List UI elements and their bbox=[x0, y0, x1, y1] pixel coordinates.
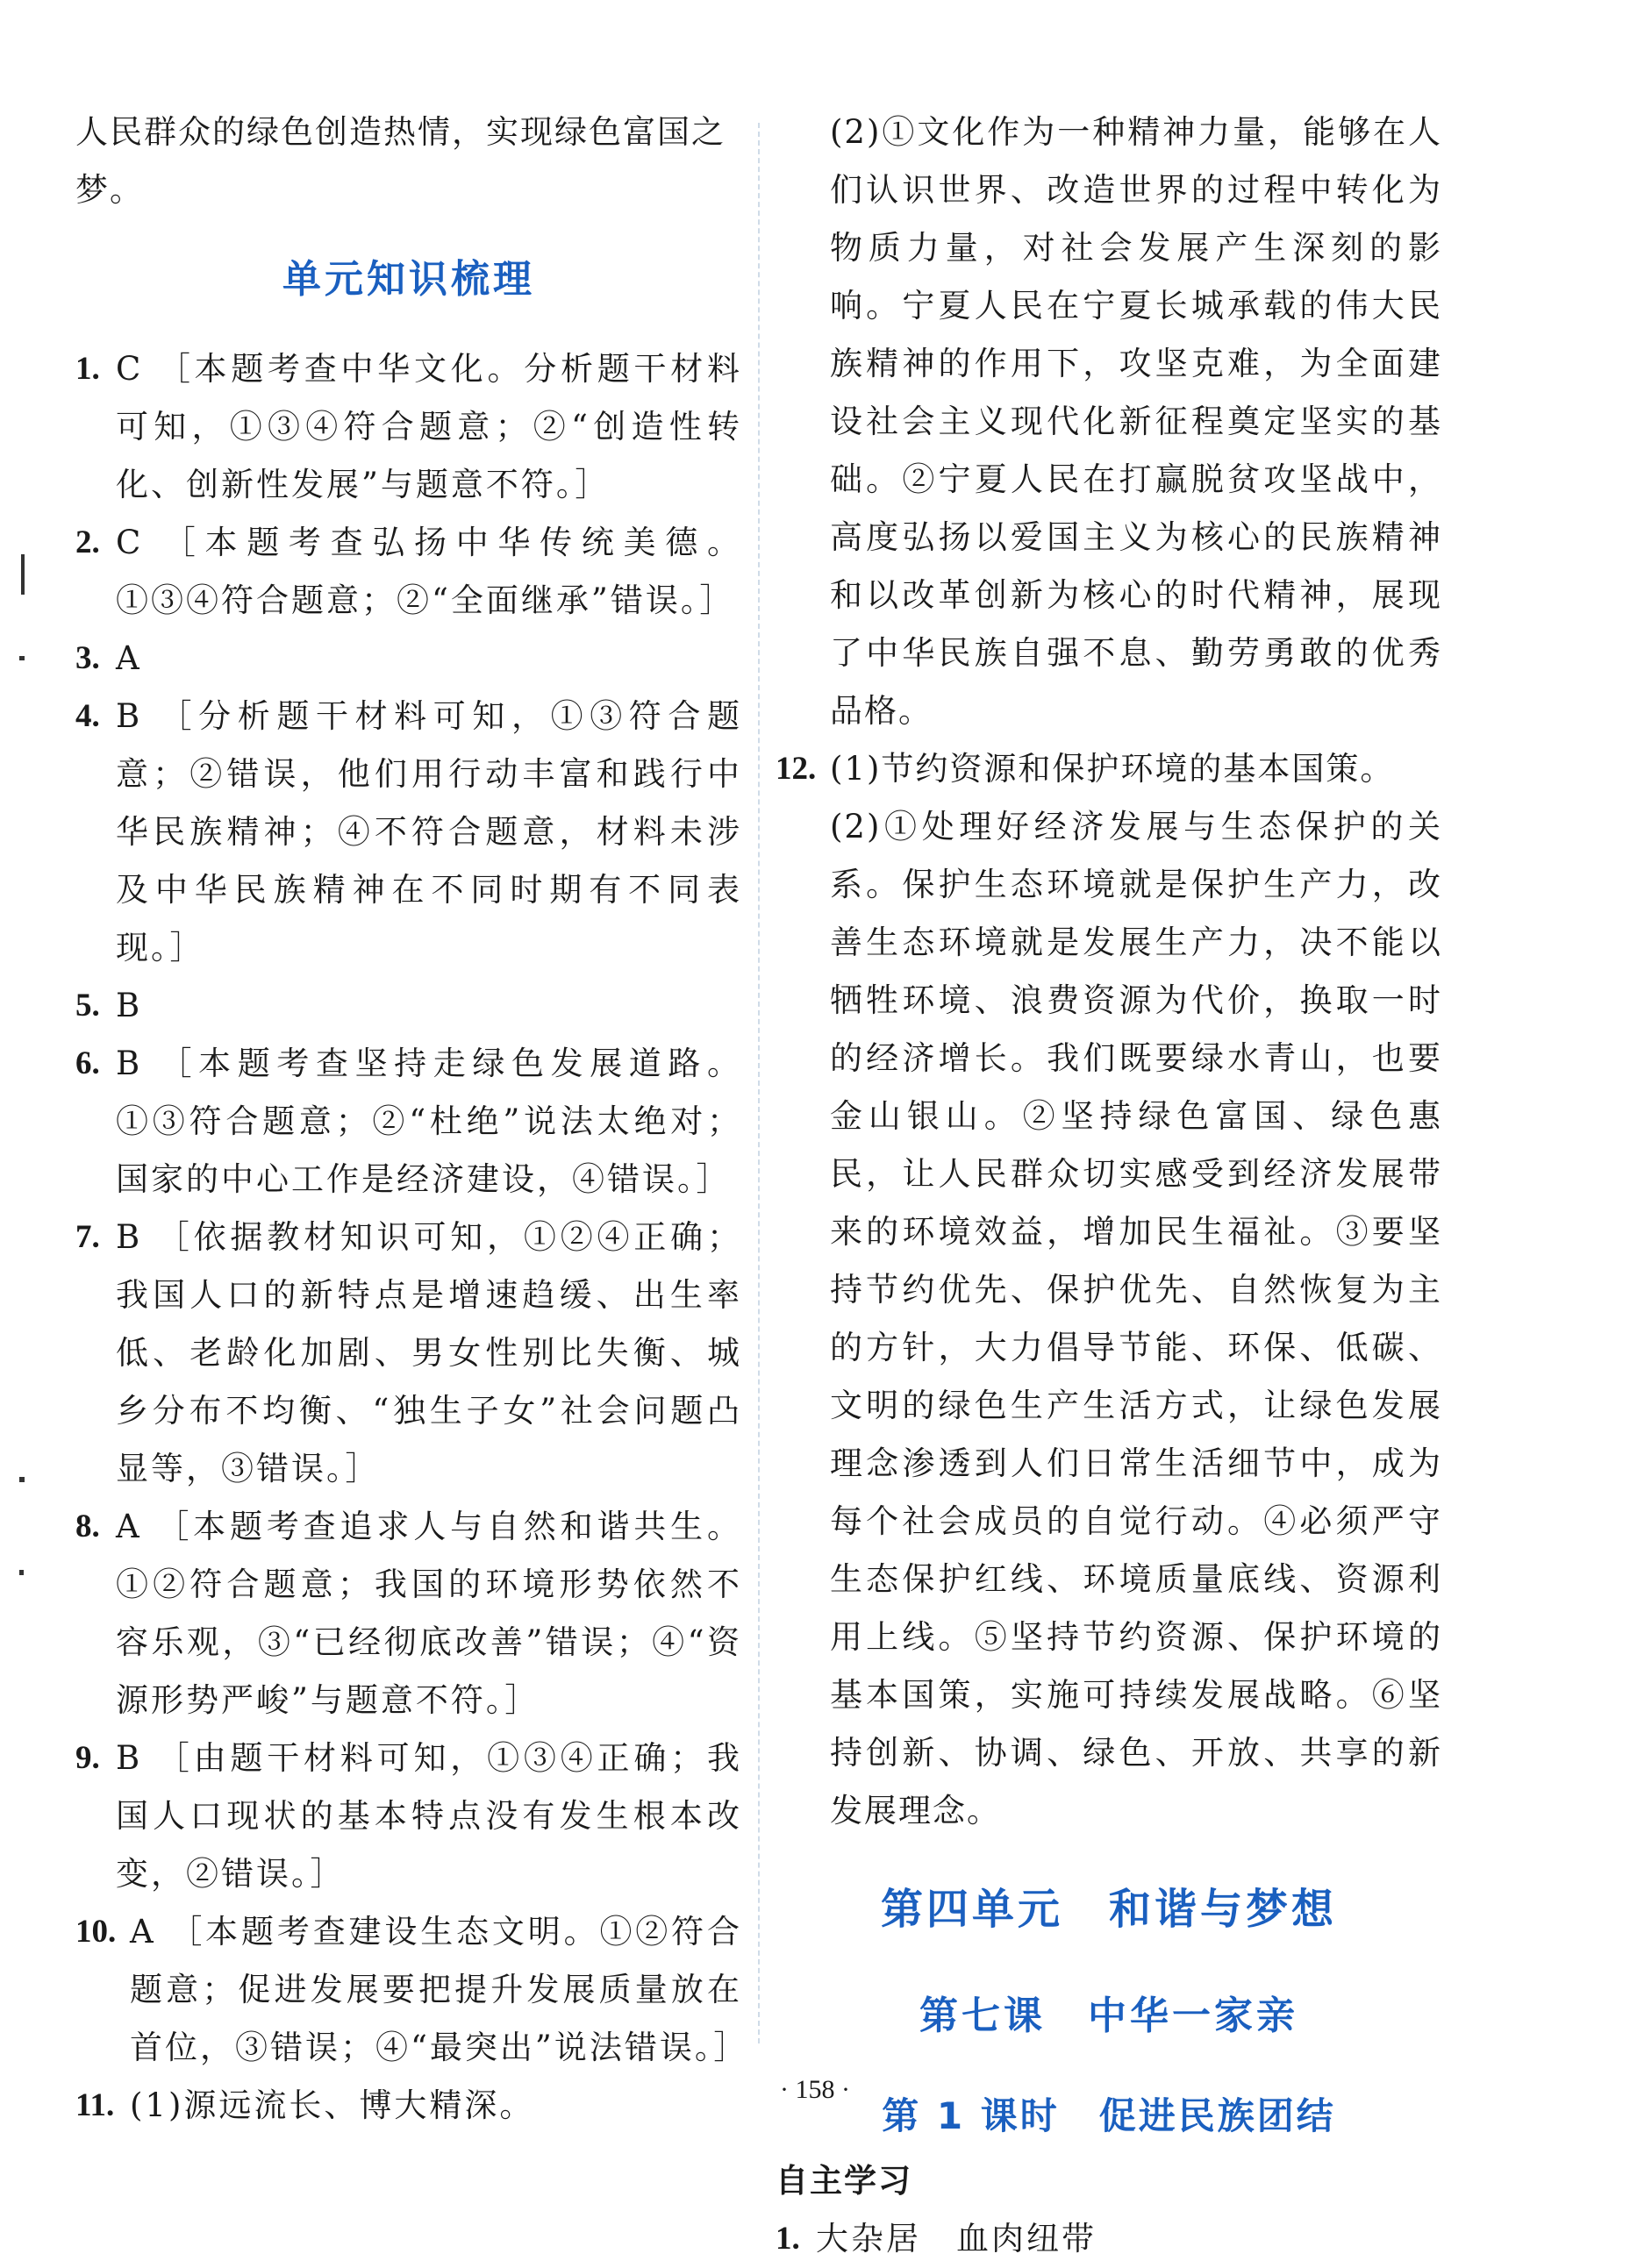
answer-item-11-part2: (2)①文化作为一种精神力量，能够在人们认识世界、改造世界的过程中转化为物质力量，对社会发展产生深刻的影响。宁夏人民在宁夏长城承载的伟大民族精神的作用下，攻坚克难，为全面建设社会主义现代化新征程奠定坚实的基础。②宁夏人民在打赢脱贫攻坚战中，高度弘扬以爱国主义为核心的民族精神和以改革创新为核心的时代精神，展现了中华民族自强不息、勤劳勇敢的优秀品格。 bbox=[830, 113, 1442, 730]
column-divider bbox=[758, 123, 760, 2043]
answer-item-5: 5. B bbox=[75, 987, 143, 1024]
right-column bbox=[776, 103, 1442, 2268]
answer-item-11: 11. (1)源远流长、博大精深。 bbox=[75, 2086, 535, 2124]
answer-item-4: 4. B ［分析题干材料可知，①③符合题意；②错误，他们用行动丰富和践行中华民族精神；④不符合题意，材料未涉及中华民族精神在不同时期有不同表现。］ bbox=[75, 697, 742, 966]
scan-mark bbox=[19, 1570, 24, 1575]
scan-mark bbox=[19, 656, 25, 660]
answer-item-12: 12. (1)节约资源和保护环境的基本国策。 (2)①处理好经济发展与生态保护的关系。保护生态环境就是保护生产力，改善生态环境就是发展生产力，决不能以牺牲环境、浪费资源为代价，换取一时的经济增长。我们既要绿水青山，也要金山银山。②坚持绿色富国、绿色惠民，让人民群众切实感受到经济发展带来的环境效益，增加民生福祉。③要坚持节约优先、保护优先、自然恢复为主的方针，大力倡导节能、环保、低碳、文明的绿色生产生活方式，让绿色发展理念渗透到人们日常生活细节中，成为每个社会成员的自觉行动。④必须严守生态保护红线、环境质量底线、资源利用上线。⑤坚持节约资源、保护环境的基本国策，实施可持续发展战略。⑥坚持创新、协调、绿色、开放、共享的新发展理念。 bbox=[776, 740, 1442, 1840]
unit-title: 第四单元 和谐与梦想 bbox=[880, 1885, 1337, 1934]
scan-mark bbox=[19, 1477, 25, 1482]
answer-item-1: 1. C ［本题考查中华文化。分析题干材料可知，①③④符合题意；②“创造性转化、创新性发展”与题意不符。］ bbox=[75, 350, 742, 503]
answer-item-6: 6. B ［本题考查坚持走绿色发展道路。①③符合题意；②“杜绝”说法太绝对；国家的中心工作是经济建设，④错误。］ bbox=[75, 1045, 742, 1198]
answer-item-10: 10. A ［本题考查建设生态文明。①②符合题意；促进发展要把提升发展质量放在首位，③错误；④“最突出”说法错误。］ bbox=[75, 1913, 749, 2066]
answer-item-8: 8. A ［本题考查追求人与自然和谐共生。①②符合题意；我国的环境形势依然不容乐观，③“已经彻底改善”错误；④“资源形势严峻”与题意不符。］ bbox=[75, 1508, 742, 1719]
block-title: 自主学习 bbox=[776, 2162, 912, 2200]
answer-item-12-part2: (2)①处理好经济发展与生态保护的关系。保护生态环境就是保护生产力，改善生态环境就是发展生产力，决不能以牺牲环境、浪费资源为代价，换取一时的经济增长。我们既要绿水青山，也要金山银山。②坚持绿色富国、绿色惠民，让人民群众切实感受到经济发展带来的环境效益，增加民生福祉。③要坚持节约优先、保护优先、自然恢复为主的方针，大力倡导节能、环保、低碳、文明的绿色生产生活方式，让绿色发展理念渗透到人们日常生活细节中，成为每个社会成员的自觉行动。④必须严守生态保护红线、环境质量底线、资源利用上线。⑤坚持节约资源、保护环境的基本国策，实施可持续发展战略。⑥坚持创新、协调、绿色、开放、共享的新发展理念。 bbox=[830, 808, 1442, 1829]
class-title: 第 1 课时 促进民族团结 bbox=[882, 2094, 1336, 2137]
left-column bbox=[75, 103, 749, 2135]
answer-item-3: 3. A bbox=[75, 639, 142, 677]
lesson-title: 第七课 中华一家亲 bbox=[919, 1993, 1298, 2038]
answer-item-2: 2. C ［本题考查弘扬中华传统美德。①③④符合题意；②“全面继承”错误。］ bbox=[75, 524, 742, 619]
answer-item-12-part1: (1)节约资源和保护环境的基本国策。 bbox=[830, 750, 1395, 788]
answer-item-9: 9. B ［由题干材料可知，①③④正确；我国人口现状的基本特点没有发生根本改变，②错误。］ bbox=[75, 1739, 742, 1893]
scan-mark bbox=[21, 554, 25, 595]
page-number: · 158 · bbox=[780, 2075, 850, 2104]
intro-text: 人民群众的绿色创造热情，实现绿色富国之梦。 bbox=[75, 113, 726, 209]
answer-item-7: 7. B ［依据教材知识可知，①②④正确；我国人口的新特点是增速趋缓、出生率低、老龄化加剧、男女性别比失衡、城乡分布不均衡、“独生子女”社会问题凸显等，③错误。］ bbox=[75, 1218, 742, 1487]
answer-item-1-new: 1. 大杂居 血肉纽带 bbox=[776, 2220, 1097, 2257]
section-title: 单元知识梳理 bbox=[282, 257, 535, 302]
